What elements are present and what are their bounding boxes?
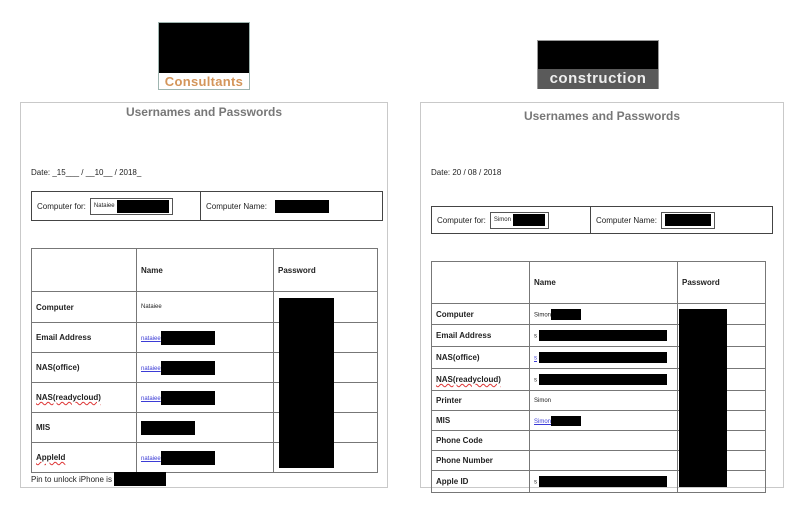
computer-for-cell bbox=[432, 207, 590, 233]
row-label: Printer bbox=[432, 391, 530, 411]
row-label bbox=[432, 369, 530, 391]
logo-redaction bbox=[159, 23, 249, 73]
redaction-block bbox=[539, 374, 667, 385]
construction-logo bbox=[537, 40, 659, 89]
date-line: Date: _15___ / __10__ / 2018_ bbox=[31, 168, 142, 177]
redaction-block bbox=[161, 331, 215, 345]
redaction-block bbox=[539, 330, 667, 341]
redaction-block bbox=[539, 476, 667, 487]
table-header-row bbox=[32, 249, 378, 292]
document-title: Usernames and Passwords bbox=[125, 105, 283, 119]
logo-text: construction bbox=[538, 69, 658, 89]
row-name: Simon bbox=[534, 312, 552, 319]
row-name: s bbox=[534, 377, 537, 384]
right-document bbox=[420, 102, 784, 488]
header-name: Name bbox=[530, 262, 678, 304]
document-title: Usernames and Passwords bbox=[523, 109, 681, 123]
row-name-cell bbox=[137, 413, 274, 443]
row-label: NAS(office) bbox=[32, 353, 137, 383]
header-password: Password bbox=[274, 249, 378, 292]
row-name bbox=[530, 431, 678, 451]
row-name-cell bbox=[530, 304, 678, 325]
row-name bbox=[530, 451, 678, 471]
redaction-block bbox=[551, 309, 581, 320]
date-line: Date: 20 / 08 / 2018 bbox=[431, 168, 502, 177]
redaction-block bbox=[513, 214, 545, 226]
row-name-cell bbox=[530, 471, 678, 493]
row-name: s bbox=[534, 333, 537, 340]
computer-info-box bbox=[31, 191, 383, 221]
table-header-row bbox=[432, 262, 766, 304]
redaction-block bbox=[665, 214, 711, 226]
row-label-text: NAS(readycloud) bbox=[436, 375, 501, 384]
pin-line bbox=[31, 472, 166, 486]
row-label: Computer bbox=[432, 304, 530, 325]
row-name-cell bbox=[137, 323, 274, 353]
row-label: MIS bbox=[32, 413, 137, 443]
row-label: Email Address bbox=[432, 325, 530, 347]
row-name-cell bbox=[530, 411, 678, 431]
row-label-text: AppleId bbox=[36, 453, 66, 462]
row-label bbox=[32, 383, 137, 413]
row-name: s bbox=[534, 479, 537, 486]
email-link[interactable]: nataiee bbox=[141, 455, 161, 462]
computer-name-cell bbox=[201, 192, 382, 220]
email-link[interactable]: nataiee bbox=[141, 335, 161, 342]
row-name-cell bbox=[137, 353, 274, 383]
row-label: MIS bbox=[432, 411, 530, 431]
logo-redaction bbox=[538, 41, 658, 70]
row-label: NAS(office) bbox=[432, 347, 530, 369]
email-link[interactable]: s bbox=[534, 355, 537, 362]
row-name-cell bbox=[137, 443, 274, 473]
logo-text: Consultants bbox=[164, 74, 244, 89]
header-empty bbox=[432, 262, 530, 304]
computer-for-value bbox=[90, 198, 173, 215]
email-link[interactable]: nataiee bbox=[141, 365, 161, 372]
computer-for-name: Nataiee bbox=[93, 203, 115, 209]
row-name: Nataiee bbox=[137, 292, 274, 323]
left-document bbox=[20, 102, 388, 488]
row-label bbox=[32, 443, 137, 473]
row-label: Computer bbox=[32, 292, 137, 323]
row-name: Simon bbox=[530, 391, 678, 411]
redaction-block bbox=[114, 472, 166, 486]
header-empty bbox=[32, 249, 137, 292]
redaction-block bbox=[539, 352, 667, 363]
row-label: Apple ID bbox=[432, 471, 530, 493]
header-name: Name bbox=[137, 249, 274, 292]
email-link[interactable]: Simon bbox=[534, 418, 552, 425]
redaction-block bbox=[141, 421, 195, 435]
row-label: Email Address bbox=[32, 323, 137, 353]
computer-for-value bbox=[490, 212, 549, 229]
row-label-text: NAS(readycloud) bbox=[36, 393, 101, 402]
row-label: Phone Number bbox=[432, 451, 530, 471]
redaction-block bbox=[161, 451, 215, 465]
password-redaction bbox=[279, 298, 334, 468]
email-link[interactable]: nataiee bbox=[141, 395, 161, 402]
computer-name-cell bbox=[591, 207, 772, 233]
consultants-logo bbox=[158, 22, 250, 90]
row-name-cell bbox=[530, 369, 678, 391]
computer-name-value bbox=[661, 212, 715, 229]
computer-name-label: Computer Name: bbox=[206, 201, 267, 211]
computer-for-name: Simon bbox=[493, 217, 511, 223]
password-redaction bbox=[679, 309, 727, 487]
row-label: Phone Code bbox=[432, 431, 530, 451]
redaction-block bbox=[275, 200, 329, 213]
computer-for-cell bbox=[32, 192, 200, 220]
redaction-block bbox=[161, 361, 215, 375]
computer-name-label: Computer Name: bbox=[596, 215, 657, 225]
redaction-block bbox=[551, 416, 581, 426]
computer-for-label: Computer for: bbox=[37, 201, 86, 211]
pin-text: Pin to unlock iPhone is bbox=[31, 474, 112, 484]
header-password: Password bbox=[678, 262, 766, 304]
computer-for-label: Computer for: bbox=[437, 215, 486, 225]
row-name-cell bbox=[137, 383, 274, 413]
redaction-block bbox=[161, 391, 215, 405]
row-name-cell bbox=[530, 347, 678, 369]
redaction-block bbox=[117, 200, 169, 213]
row-name-cell bbox=[530, 325, 678, 347]
computer-info-box bbox=[431, 206, 773, 234]
